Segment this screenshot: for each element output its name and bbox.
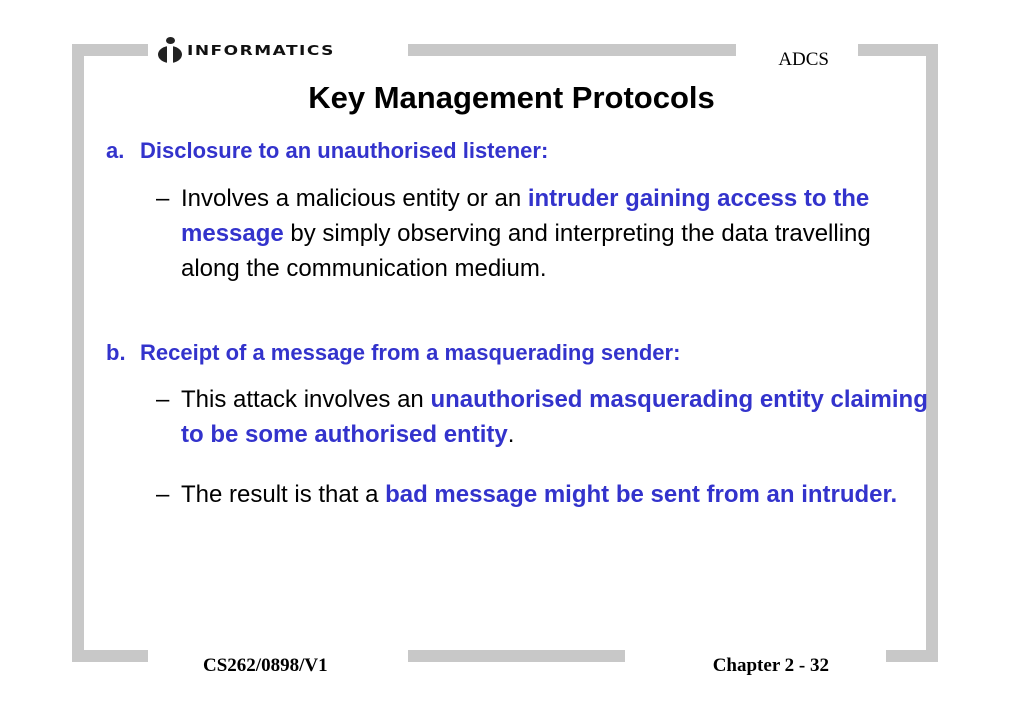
- section-a-label: a.: [106, 138, 125, 163]
- section-b-label: b.: [106, 340, 126, 365]
- bullet-b1-text: [181, 382, 936, 452]
- informatics-logo: [157, 36, 335, 66]
- bullet-b2-emphasis: bad message might be sent from an intruder.: [385, 481, 898, 508]
- bullet-b1-pre: This attack involves an: [181, 386, 431, 413]
- frame-bottom-middle: [408, 650, 625, 662]
- slide-title: Key Management Protocols: [308, 80, 715, 115]
- logo-text: INFORMATICS: [187, 43, 335, 59]
- bullet-dash: –: [156, 185, 170, 212]
- bullet-b1-post: .: [507, 421, 515, 448]
- bullet-dash: –: [156, 481, 170, 508]
- bullet-a1-pre: Involves a malicious entity or an: [181, 185, 528, 212]
- bullet-a1-emphasis: intruder gaining access to the message: [181, 185, 870, 247]
- footer-course-code: CS262/0898/V1: [203, 655, 328, 676]
- bullet-b1-emphasis: unauthorised masquerading entity claiming to be some authorised entity: [181, 386, 928, 448]
- section-b-heading: [106, 340, 680, 366]
- frame-left: [72, 44, 84, 662]
- frame-right: [926, 44, 938, 662]
- informatics-i-icon: [157, 37, 183, 65]
- footer-page-number: Chapter 2 - 32: [712, 655, 829, 676]
- bullet-a1-post: by simply observing and interpreting the data travelling along the communication medium.: [181, 220, 871, 282]
- section-a-text: Disclosure to an unauthorised listener:: [140, 138, 549, 163]
- bullet-a1: [156, 181, 936, 286]
- course-tag: ADCS: [778, 49, 829, 70]
- bullet-a1-text: [181, 181, 936, 286]
- bullet-b2: [156, 477, 936, 512]
- section-b-text: Receipt of a message from a masquerading sender:: [140, 340, 681, 365]
- bullet-dash: –: [156, 386, 170, 413]
- frame-bottom-left: [72, 650, 148, 662]
- bullet-b2-text: [181, 477, 936, 512]
- bullet-b2-pre: The result is that a: [181, 481, 386, 508]
- frame-top-middle: [408, 44, 736, 56]
- frame-bottom-right: [886, 650, 938, 662]
- section-a-heading: [106, 138, 548, 164]
- bullet-b1: [156, 382, 936, 452]
